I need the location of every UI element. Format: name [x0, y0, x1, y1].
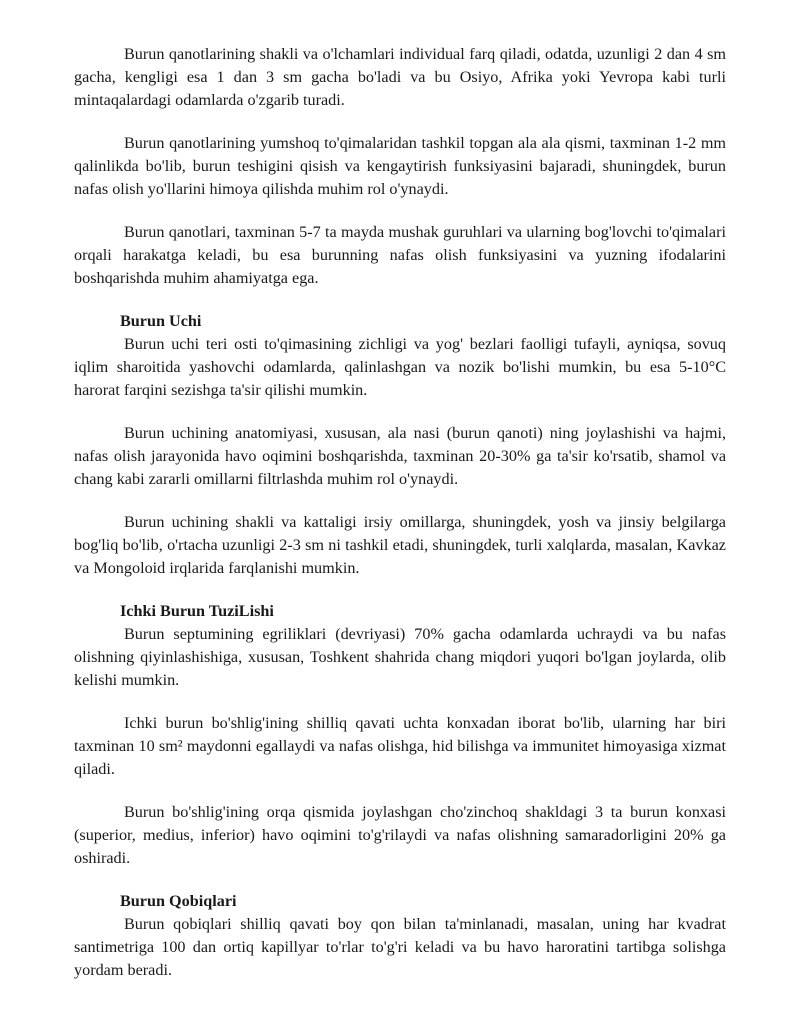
section-heading: Ichki Burun TuziLishi	[120, 602, 274, 620]
paragraph: Burun uchi teri osti to'qimasining zichligi va yog' bezlari faolligi tufayli, ayniqsa, sovuq iqlim sharoitida yashovchi odamlarda, qalinlashgan va nozik bo'lishi mumkin, bu esa 5-10°C harorat farqini sezishga ta'sir qilishi mumkin.	[74, 335, 726, 399]
paragraph: Burun bo'shlig'ining orqa qismida joylashgan cho'zinchoq shakldagi 3 ta burun konxasi (superior, medius, inferior) havo oqimini to'g'rilaydi va nafas olishning samaradorligini 20% ga oshiradi.	[74, 803, 726, 867]
paragraph: Burun uchining shakli va kattaligi irsiy omillarga, shuningdek, yosh va jinsiy belgilarga bog'liq bo'lib, o'rtacha uzunligi 2-3 sm ni tashkil etadi, shuningdek, turli xalqlarda, masalan, Kavkaz va Mongoloid irqlarida farqlanishi mumkin.	[74, 513, 726, 577]
paragraph: Burun septumining egriliklari (devriyasi) 70% gacha odamlarda uchraydi va bu nafas olishning qiyinlashishiga, xususan, Toshkent shahrida chang miqdori yuqori bo'lgan joylarda, olib kelishi mumkin.	[74, 625, 726, 689]
paragraph: Burun qanotlarining yumshoq to'qimalaridan tashkil topgan ala ala qismi, taxminan 1-2 mm qalinlikda bo'lib, burun teshigini qisish va kengaytirish funksiyasini bajaradi, shuningdek, burun nafas olish yo'llarini himoya qilishda muhim rol o'ynaydi.	[74, 134, 726, 198]
section-heading: Burun Uchi	[120, 312, 202, 330]
paragraph: Burun qanotlari, taxminan 5-7 ta mayda mushak guruhlari va ularning bog'lovchi to'qimalari orqali harakatga keladi, bu esa burunning nafas olish funksiyasini va yuzning ifodalarini boshqarishda muhim ahamiyatga ega.	[74, 223, 726, 287]
section-heading: Burun Qobiqlari	[120, 892, 237, 910]
paragraph: Burun uchining anatomiyasi, xususan, ala nasi (burun qanoti) ning joylashishi va hajmi, nafas olish jarayonida havo oqimini boshqarishda, taxminan 20-30% ga ta'sir ko'rsatib, shamol va chang kabi zararli omillarni filtrlashda muhim rol o'ynaydi.	[74, 424, 726, 488]
document-page	[74, 43, 726, 1002]
paragraph: Burun qanotlarining shakli va o'lchamlari individual farq qiladi, odatda, uzunligi 2 dan 4 sm gacha, kengligi esa 1 dan 3 sm gacha bo'ladi va bu Osiyo, Afrika yoki Yevropa kabi turli mintaqalardagi odamlarda o'zgarib turadi.	[74, 45, 726, 109]
paragraph: Ichki burun bo'shlig'ining shilliq qavati uchta konxadan iborat bo'lib, ularning har biri taxminan 10 sm² maydonni egallaydi va nafas olishga, hid bilishga va immunitet himoyasiga xizmat qiladi.	[74, 714, 726, 778]
paragraph: Burun qobiqlari shilliq qavati boy qon bilan ta'minlanadi, masalan, uning har kvadrat santimetriga 100 dan ortiq kapillyar to'rlar to'g'ri keladi va bu havo haroratini tartibga solishga yordam beradi.	[74, 915, 726, 979]
